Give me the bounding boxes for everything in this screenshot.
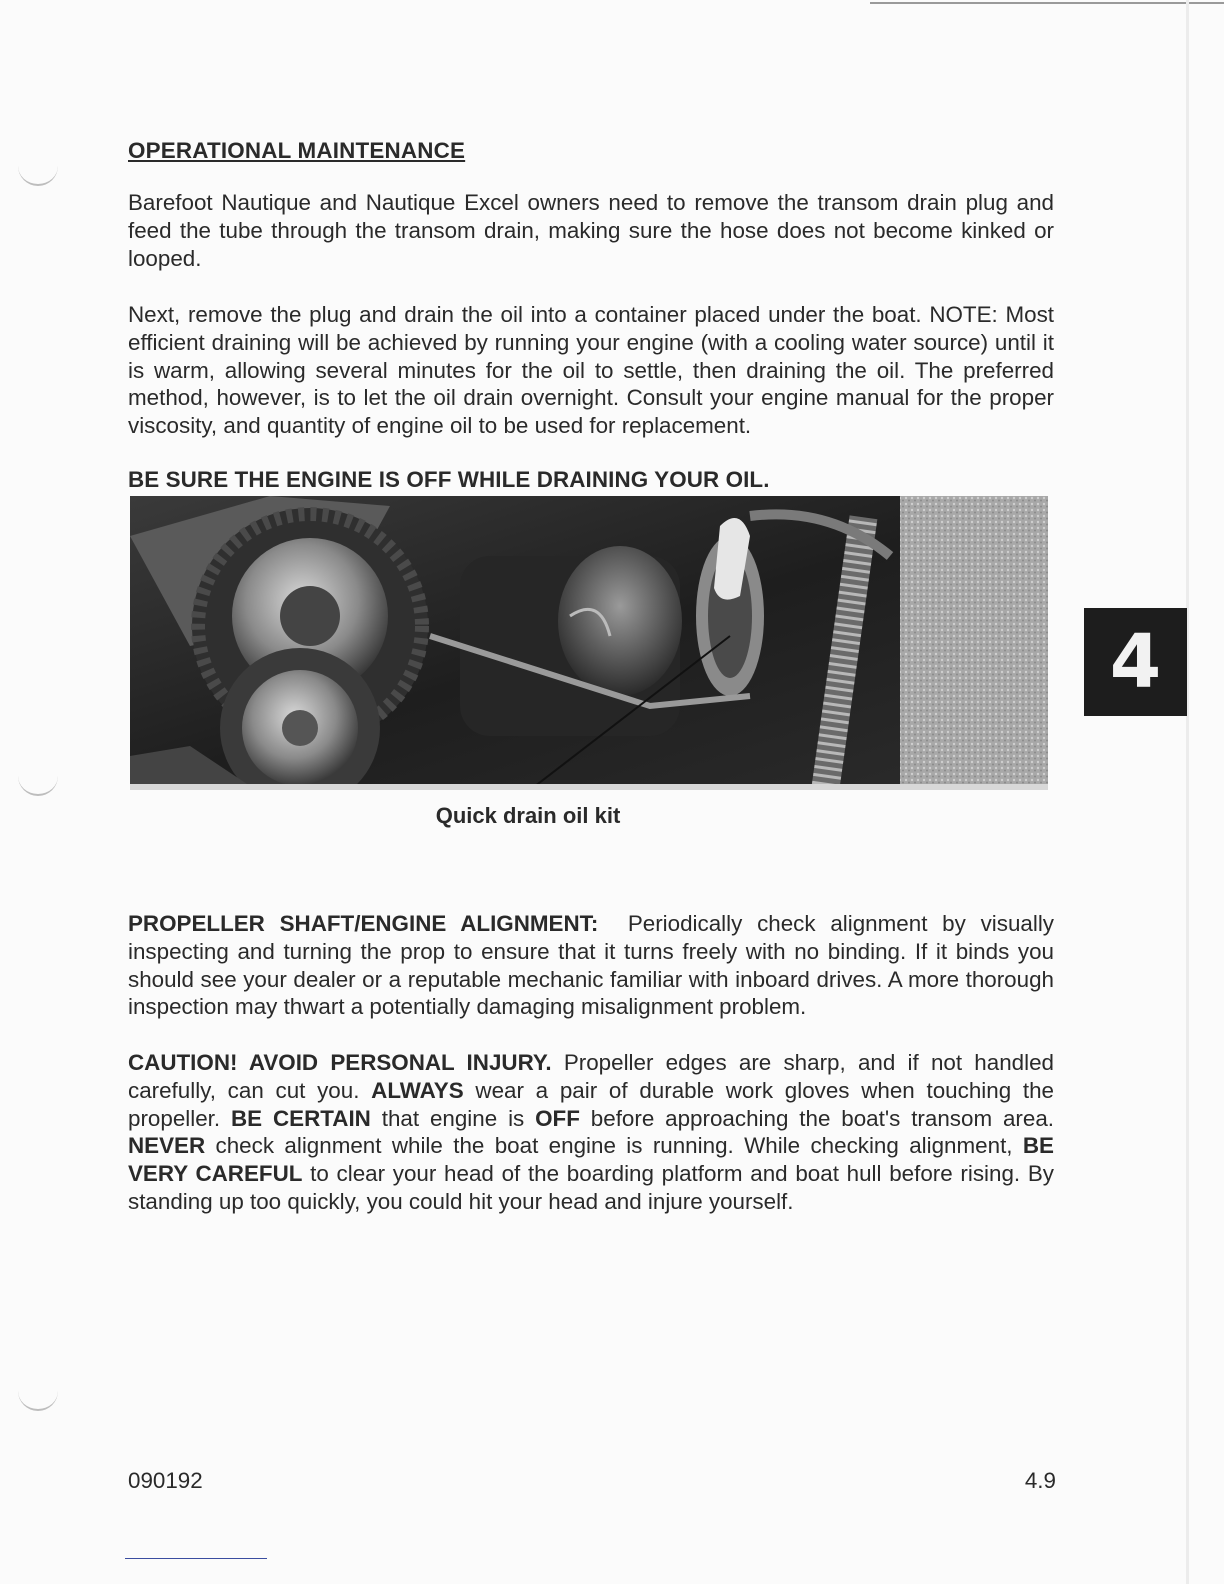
page-edge — [1186, 0, 1189, 1584]
page-number: 4.9 — [1024, 1468, 1056, 1493]
photo-caption: Quick drain oil kit — [435, 803, 621, 828]
caution-text: wear a pair of durable work gloves when touching the propeller. — [128, 1077, 1055, 1131]
caution-lead: CAUTION! AVOID PERSONAL INJURY. — [128, 1050, 552, 1075]
alignment-body: Periodically check alignment by visually inspecting and turning the prop to ensure that it turns freely with no binding. If it binds you should see your dealer or a reputable mechanic familiar with inboard drives. A more thorough inspection may thwart a potentially damaging misalignment problem. — [128, 911, 1054, 1020]
caution-emphasis: BE CERTAIN — [231, 1105, 371, 1131]
heading-text: OPERATIONAL MAINTENANCE — [128, 138, 466, 163]
top-rule — [870, 2, 1224, 4]
paragraph-text — [128, 910, 1054, 1021]
caution-text: before approaching the boat's transom area. — [579, 1105, 1055, 1131]
engine-photo — [130, 496, 1048, 790]
caution-emphasis: ALWAYS — [371, 1077, 464, 1103]
punch-hole-mark — [18, 770, 58, 796]
section-number: 4 — [1109, 619, 1162, 705]
punch-hole-mark — [18, 1385, 58, 1411]
caution-emphasis: OFF — [535, 1105, 580, 1131]
caution-emphasis: BE VERY CAREFUL — [128, 1133, 1054, 1187]
warning-text: BE SURE THE ENGINE IS OFF WHILE DRAINING YOUR OIL. — [128, 467, 770, 492]
caution-text: check alignment while the boat engine is running. While checking alignment, — [205, 1133, 1023, 1159]
paragraph-text: Barefoot Nautique and Nautique Excel owners need to remove the transom drain plug and feed the tube through the transom drain, making sure the hose does not become kinked or looped. — [128, 190, 1054, 271]
caution-emphasis: NEVER — [128, 1133, 206, 1159]
engine-photo-illustration — [130, 496, 1048, 790]
section-heading — [128, 138, 1054, 164]
caution-text: Propeller edges are sharp, and if not handled carefully, can cut you. — [128, 1050, 1055, 1103]
paragraph-text — [128, 1049, 1054, 1216]
caution-text: to clear your head of the boarding platform and boat hull before rising. By standing up too quickly, you could hit your head and injure yourself. — [128, 1161, 1054, 1214]
paragraph-alignment — [128, 910, 1054, 1021]
alignment-lead: PROPELLER SHAFT/ENGINE ALIGNMENT: — [128, 911, 599, 936]
paragraph-drain-oil — [128, 301, 1054, 440]
bottom-rule — [125, 1558, 267, 1559]
caution-text: that engine is — [370, 1105, 536, 1131]
warning-line — [128, 467, 1054, 493]
paragraph-caution — [128, 1049, 1054, 1216]
paragraph-text: Next, remove the plug and drain the oil into a container placed under the boat. NOTE: Most efficient draining will be achieved by running your engine (with a cooling water source) until it is warm, allowing several minutes for the oil to settle, then draining the oil. The preferred method, however, is to let the oil drain overnight. Consult your engine manual for the proper viscosity, and quantity of engine oil to be used for replacement. — [128, 302, 1054, 439]
punch-hole-mark — [18, 160, 58, 186]
footer-code: 090192 — [128, 1468, 203, 1493]
section-tab — [1084, 608, 1187, 716]
paragraph-drain-plug — [128, 189, 1054, 272]
